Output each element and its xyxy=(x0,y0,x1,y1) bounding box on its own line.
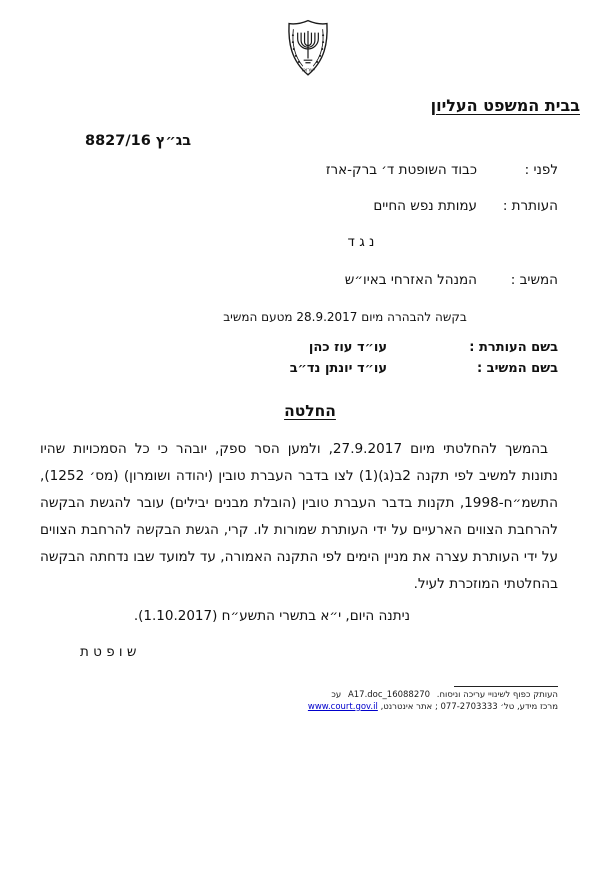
respondent-name: המנהל האזרחי באיו״ש xyxy=(344,272,477,288)
petitioner-row xyxy=(40,198,558,214)
typist-initials: עכ xyxy=(331,690,342,700)
israel-state-emblem-icon xyxy=(282,18,334,80)
petitioner-counsel-name: עו״ד עוז כהן xyxy=(308,340,387,355)
request-subject-line: בקשה להבהרה מיום 28.9.2017 מטעם המשיב xyxy=(223,310,467,324)
footer-divider xyxy=(454,686,558,687)
document-body xyxy=(0,96,616,713)
judge-name: כבוד השופטת ד׳ ברק-ארז xyxy=(325,162,477,178)
petitioner-name: עמותת נפש החיים xyxy=(373,198,477,214)
versus-text: נ ג ד xyxy=(347,234,375,250)
decision-paragraph: בהמשך להחלטתי מיום 27.9.2017, ולמען הסר ספק, יובהר כי כל הסמכויות שהיו נתונות למשיב לפי תקנה 2ב(ג)(1) לצו בדבר העברת טובין (יהודה ושומרון) (מס׳ 1252), התשמ״ח-1998, תקנות בדבר העברת טובין (הובלת מבנים יבילים) עובר להגשת הבקשה להרחבת הצווים הארעיים על ידי העותרת שמורות לו. קרי, הגשת הבקשה להרחבת הצווים על ידי העותרת עצרה את מניין הימים לפי התקנה האמורה, עד למועד שבו נדחתה הבקשה בהחלטתי המוזכרת לעיל. xyxy=(40,441,558,592)
footer-info-line xyxy=(40,702,558,714)
decision-heading: החלטה xyxy=(284,402,336,420)
court-name-title: בבית המשפט העליון xyxy=(430,96,580,115)
respondent-row xyxy=(40,272,558,288)
petitioner-label: העותרת : xyxy=(502,198,558,214)
case-number: בג״ץ 8827/16 xyxy=(85,133,192,149)
document-reference: 16088270_A17.doc xyxy=(347,690,431,700)
emblem-label: ישראל xyxy=(300,67,316,74)
petitioner-counsel-label: בשם העותרת : xyxy=(469,340,558,355)
parties-section xyxy=(40,162,558,288)
emblem-container xyxy=(0,0,616,82)
decision-date-line: ניתנה היום, י״א בתשרי התשע״ח (1.10.2017). xyxy=(133,608,410,624)
respondent-counsel-row xyxy=(40,361,558,376)
copy-disclaimer: העותק כפוף לשינויי עריכה וניסוח. xyxy=(436,690,558,700)
respondent-counsel-label: בשם המשיב : xyxy=(476,361,558,376)
document-footer xyxy=(40,686,558,713)
respondent-counsel-name: עו״ד יונתן נד״ב xyxy=(289,361,387,376)
court-website-link[interactable]: www.court.gov.il xyxy=(307,701,378,712)
petitioner-counsel-row xyxy=(40,340,558,355)
before-row xyxy=(40,162,558,178)
info-center-text: מרכז מידע, טל׳ 077-2703333 ; אתר אינטרנט, xyxy=(380,701,558,712)
respondent-label: המשיב : xyxy=(510,272,558,288)
footer-copy-line xyxy=(40,690,558,702)
before-label: לפני : xyxy=(524,162,558,178)
judge-signature-title: ש ו פ ט ת xyxy=(80,644,137,660)
counsel-section xyxy=(40,340,558,376)
